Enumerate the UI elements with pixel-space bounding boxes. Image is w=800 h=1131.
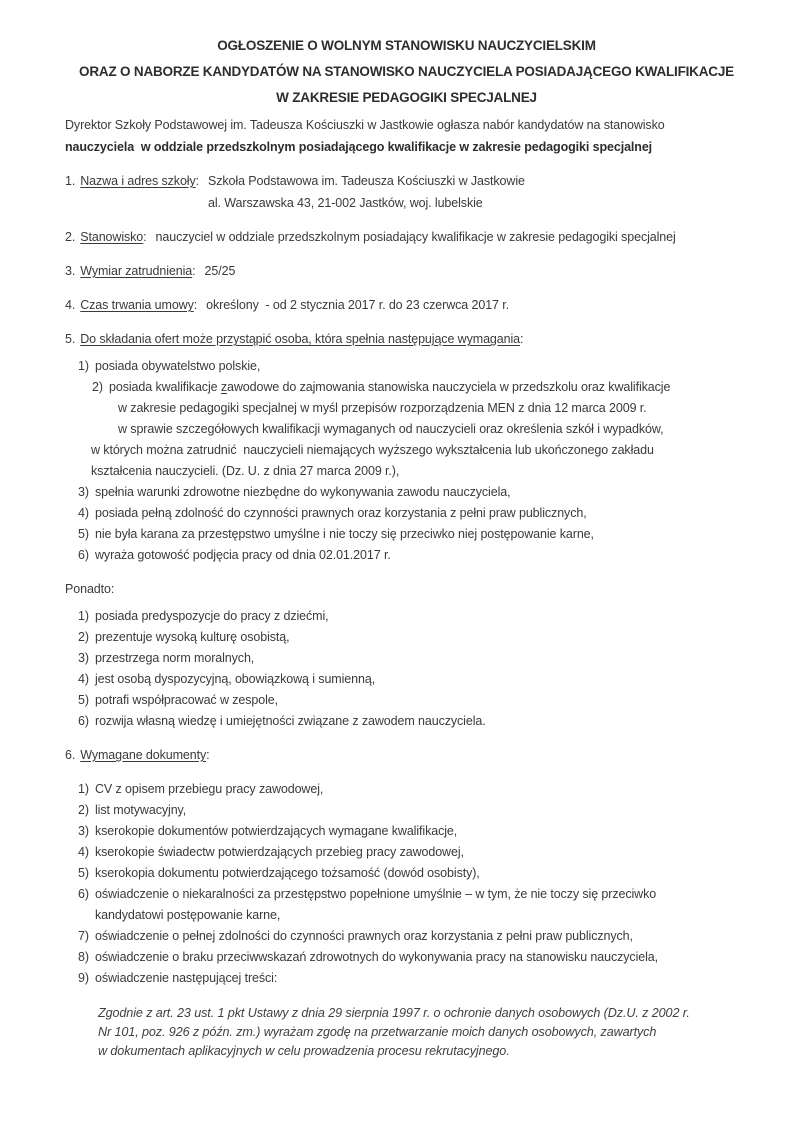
section-1-row	[65, 170, 748, 214]
section-1-number: 1.	[65, 174, 76, 188]
item-text: jest osobą dyspozycyjną, obowiązkową i sumienną,	[95, 672, 376, 686]
ponadto-list	[65, 606, 748, 732]
item-text	[109, 377, 670, 398]
section-requirements-heading	[65, 328, 748, 350]
item-text: rozwija własną wiedzę i umiejętności związane z zawodem nauczyciela.	[95, 714, 486, 728]
document-item-6	[65, 884, 748, 905]
item-text: posiada pełną zdolność do czynności prawnych oraz korzystania z pełni praw publicznych,	[95, 506, 587, 520]
item-number: 6)	[78, 548, 89, 562]
requirement-item-5	[65, 524, 748, 545]
section-3-number: 3.	[65, 264, 76, 278]
section-4-colon: :	[193, 298, 198, 312]
section-6-line	[65, 744, 748, 766]
item-number: 4)	[78, 506, 89, 520]
section-1-colon: :	[195, 174, 200, 188]
item-number: 7)	[78, 929, 89, 943]
ponadto-heading	[65, 578, 748, 600]
statement-line-3: w dokumentach aplikacyjnych w celu prowadzenia procesu rekrutacyjnego.	[98, 1044, 510, 1058]
intro-line-2: nauczyciela w oddziale przedszkolnym posiadającego kwalifikacje w zakresie pedagogiki specjalnej	[65, 140, 653, 154]
item-number: 2)	[78, 630, 89, 644]
section-school-name-address	[65, 170, 748, 214]
section-4-number: 4.	[65, 298, 76, 312]
section-4-label-text: Czas trwania umowy	[80, 298, 194, 312]
ponadto-item-5	[65, 690, 748, 711]
section-5-colon: :	[520, 332, 524, 346]
statement-line-2: Nr 101, poz. 926 z późn. zm.) wyrażam zgodę na przetwarzanie moich danych osobowych, zawartych	[98, 1025, 657, 1039]
requirement-item-2-line-4: w których można zatrudnić nauczycieli niemających wyższego wykształcenia lub ukończonego zakładu	[91, 443, 654, 457]
item-text: posiada predyspozycje do pracy z dziećmi,	[95, 609, 329, 623]
document-item-3	[65, 821, 748, 842]
item-number: 5)	[78, 866, 89, 880]
section-3-label-text: Wymiar zatrudnienia	[80, 264, 193, 278]
title-line-3: W ZAKRESIE PEDAGOGIKI SPECJALNEJ	[276, 90, 537, 105]
item-number: 5)	[78, 693, 89, 707]
requirement-item-2-line-3: w sprawie szczegółowych kwalifikacji wymaganych od nauczycieli oraz określenia szkół i wypadków,	[118, 422, 664, 436]
section-position	[65, 226, 748, 248]
section-3-colon: :	[192, 264, 196, 278]
item-number: 1)	[78, 609, 89, 623]
item-text: potrafi współpracować w zespole,	[95, 693, 279, 707]
section-2-number: 2.	[65, 230, 76, 244]
document-item-8	[65, 947, 748, 968]
ponadto-item-3	[65, 648, 748, 669]
item-text: posiada obywatelstwo polskie,	[95, 359, 261, 373]
document-item-6-line-2: kandydatowi postępowanie karne,	[95, 908, 281, 922]
item-text-post: awodowe do zajmowania stanowiska nauczyciela w przedszkolu oraz kwalifikacje	[227, 380, 671, 394]
document-item-4	[65, 842, 748, 863]
section-5-label-text: Do składania ofert może przystąpić osoba, która spełnia następujące wymagania	[80, 332, 521, 346]
item-number: 5)	[78, 527, 89, 541]
item-text: nie była karana za przestępstwo umyślne i nie toczy się przeciwko niej postępowanie karne,	[95, 527, 594, 541]
section-5-line	[65, 328, 748, 350]
requirement-item-3	[65, 482, 748, 503]
intro-line-1: Dyrektor Szkoły Podstawowej im. Tadeusza Kościuszki w Jastkowie ogłasza nabór kandydatów na stanowisko	[65, 118, 665, 132]
item-number: 9)	[78, 971, 89, 985]
requirement-item-2-line-5: kształcenia nauczycieli. (Dz. U. z dnia 27 marca 2009 r.),	[91, 464, 400, 478]
consent-statement	[65, 1004, 748, 1061]
intro-paragraph	[65, 114, 748, 158]
item-number: 3)	[78, 485, 89, 499]
item-text: prezentuje wysoką kulturę osobistą,	[95, 630, 290, 644]
section-3-line	[65, 260, 748, 282]
requirement-item-6	[65, 545, 748, 566]
section-6-label-text: Wymagane dokumenty	[80, 748, 207, 762]
document-item-9	[65, 968, 748, 989]
item-text: kserokopia dokumentu potwierdzającego tożsamość (dowód osobisty),	[95, 866, 480, 880]
ponadto-item-4	[65, 669, 748, 690]
requirements-list	[65, 356, 748, 566]
item-number: 1)	[78, 782, 89, 796]
section-5-number: 5.	[65, 332, 76, 346]
item-text: kserokopie dokumentów potwierdzających wymagane kwalifikacje,	[95, 824, 458, 838]
item-text: przestrzega norm moralnych,	[95, 651, 255, 665]
section-2-line	[65, 226, 748, 248]
requirement-item-1	[65, 356, 748, 377]
section-6-colon: :	[206, 748, 210, 762]
item-number: 6)	[78, 714, 89, 728]
document-title	[65, 33, 748, 111]
document-item-5	[65, 863, 748, 884]
section-1-values	[208, 170, 525, 214]
item-text-pre: posiada kwalifikacje	[109, 380, 221, 394]
school-address: al. Warszawska 43, 21-002 Jastków, woj. lubelskie	[208, 196, 483, 210]
item-text: oświadczenie o niekaralności za przestępstwo popełnione umyślnie – w tym, że nie toczy się przeciwko	[95, 887, 657, 901]
document-item-7	[65, 926, 748, 947]
section-employment-dimension	[65, 260, 748, 282]
section-2-colon: :	[143, 230, 147, 244]
item-text: list motywacyjny,	[95, 803, 187, 817]
item-text: spełnia warunki zdrowotne niezbędne do wykonywania zawodu nauczyciela,	[95, 485, 511, 499]
item-number: 2)	[78, 803, 89, 817]
position-value: nauczyciel w oddziale przedszkolnym posiadający kwalifikacje w zakresie pedagogiki specjalnej	[155, 230, 676, 244]
section-1-label-text: Nazwa i adres szkoły	[80, 174, 196, 188]
item-number: 8)	[78, 950, 89, 964]
item-text: wyraża gotowość podjęcia pracy od dnia 02.01.2017 r.	[95, 548, 391, 562]
section-required-documents-heading	[65, 744, 748, 766]
item-number: 4)	[78, 672, 89, 686]
item-text: CV z opisem przebiegu pracy zawodowej,	[95, 782, 324, 796]
section-contract-duration	[65, 294, 748, 316]
ponadto-item-2	[65, 627, 748, 648]
item-text: oświadczenie o pełnej zdolności do czynności prawnych oraz korzystania z pełni praw publicznych,	[95, 929, 633, 943]
section-2-label-text: Stanowisko	[80, 230, 144, 244]
item-number: 4)	[78, 845, 89, 859]
section-1-label	[65, 170, 199, 214]
item-text: oświadczenie następującej treści:	[95, 971, 278, 985]
item-text-underlined: z	[220, 380, 228, 394]
item-number: 2)	[92, 380, 103, 394]
requirement-item-4	[65, 503, 748, 524]
item-text: kserokopie świadectw potwierdzających przebieg pracy zawodowej,	[95, 845, 464, 859]
item-text: oświadczenie o braku przeciwwskazań zdrowotnych do wykonywania pracy na stanowisku nauczyciela,	[95, 950, 659, 964]
section-6-number: 6.	[65, 748, 76, 762]
requirement-item-2-line-2: w zakresie pedagogiki specjalnej w myśl przepisów rozporządzenia MEN z dnia 12 marca 2009 r.	[118, 401, 647, 415]
document-item-2	[65, 800, 748, 821]
documents-list	[65, 779, 748, 989]
title-line-1: OGŁOSZENIE O WOLNYM STANOWISKU NAUCZYCIELSKIM	[217, 38, 596, 53]
section-4-line	[65, 294, 748, 316]
title-line-2: ORAZ O NABORZE KANDYDATÓW NA STANOWISKO NAUCZYCIELA POSIADAJĄCEGO KWALIFIKACJE	[79, 64, 734, 79]
school-name: Szkoła Podstawowa im. Tadeusza Kościuszki w Jastkowie	[208, 174, 525, 188]
item-number: 6)	[78, 887, 89, 901]
item-number: 1)	[78, 359, 89, 373]
item-number: 3)	[78, 651, 89, 665]
statement-line-1: Zgodnie z art. 23 ust. 1 pkt Ustawy z dnia 29 sierpnia 1997 r. o ochronie danych osobowych (Dz.U. z 2002 r.	[98, 1006, 690, 1020]
contract-duration-value: określony - od 2 stycznia 2017 r. do 23 czerwca 2017 r.	[206, 298, 510, 312]
ponadto-heading-text: Ponadto:	[65, 582, 115, 596]
item-number: 3)	[78, 824, 89, 838]
ponadto-item-6	[65, 711, 748, 732]
document-item-1	[65, 779, 748, 800]
requirement-item-2	[65, 377, 748, 398]
ponadto-item-1	[65, 606, 748, 627]
employment-dimension-value: 25/25	[204, 264, 236, 278]
